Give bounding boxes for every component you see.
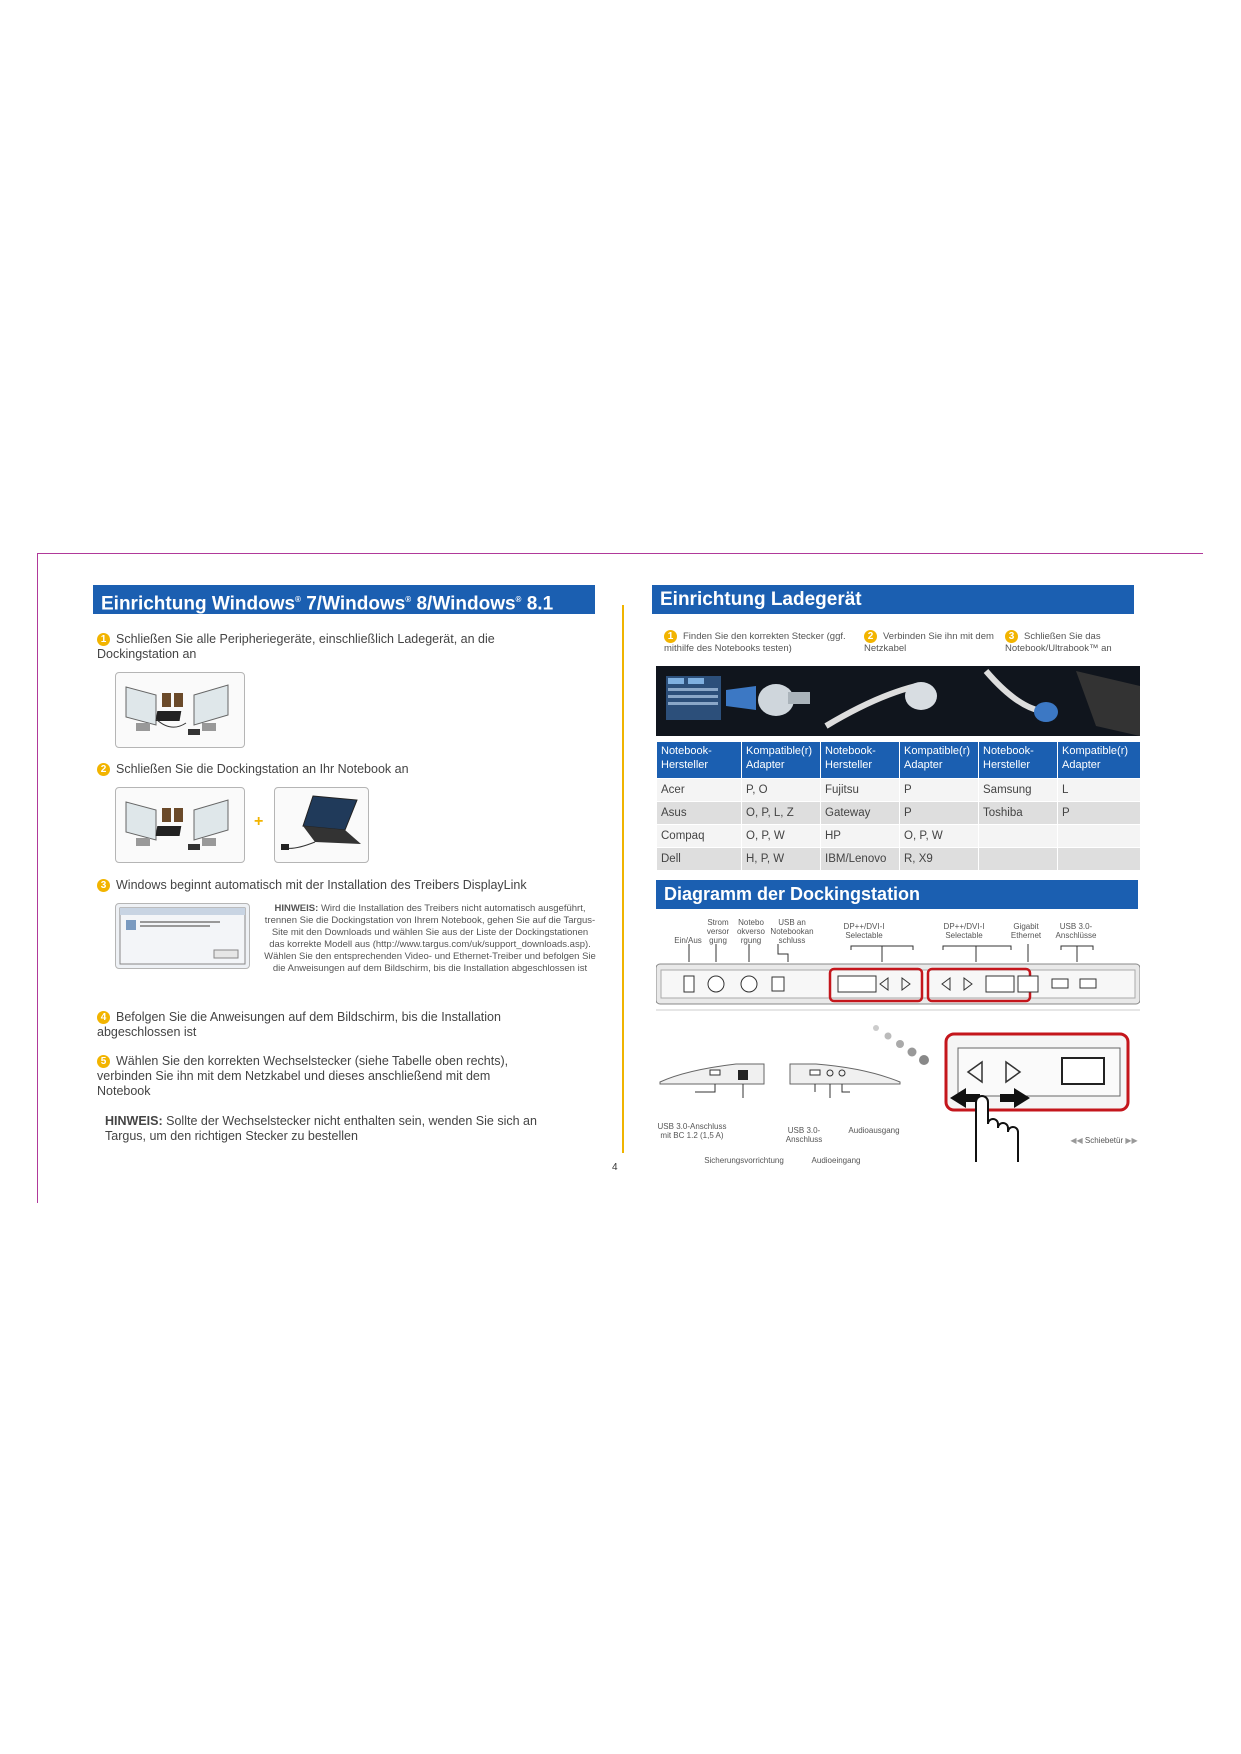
label-audio-in: Audioeingang <box>811 1156 861 1165</box>
label-dp1: DP++/DVI-I Selectable <box>843 922 885 940</box>
dialog-window-icon <box>116 904 249 968</box>
driver-install-dialog <box>115 903 250 969</box>
label-usb-bc: USB 3.0-Anschluss mit BC 1.2 (1,5 A) <box>657 1122 727 1140</box>
table-row: Asus O, P, L, Z Gateway P Toshiba P <box>657 802 1141 825</box>
step-2: 2 Schließen Sie die Dockingstation an Ihr Notebook an <box>97 762 547 777</box>
arrow-left-icon: ◀◀ <box>1070 1136 1083 1145</box>
header-manufacturer: Notebook-Hersteller <box>657 742 742 779</box>
header-manufacturer: Notebook-Hersteller <box>821 742 900 779</box>
zoom-dots <box>870 1022 950 1072</box>
page-frame-top <box>37 553 1203 554</box>
table-row: Compaq O, P, W HP O, P, W <box>657 825 1141 848</box>
page-frame-left <box>37 553 38 1203</box>
header-adapter: Kompatible(r) Adapter <box>1058 742 1141 779</box>
charger-photo-strip <box>656 666 1140 736</box>
dock-side-icon <box>656 1040 768 1100</box>
charger-setup-title: Einrichtung Ladegerät <box>652 585 1134 614</box>
column-divider <box>622 605 624 1153</box>
step-number: 3 <box>97 879 110 892</box>
notebook-illustration <box>274 787 369 863</box>
label-supply: Strom versor gung <box>706 918 730 945</box>
charger-step-2: 2 Verbinden Sie ihn mit dem Netzkabel <box>864 631 994 655</box>
monitors-icon <box>116 788 244 862</box>
step-1: 1 Schließen Sie alle Peripheriegeräte, einschließlich Ladegerät, an die Dockingstation an <box>97 632 495 661</box>
label-usb-side: USB 3.0-Anschluss <box>785 1126 823 1144</box>
dock-illustration <box>115 787 245 863</box>
step-5: 5 Wählen Sie den korrekten Wechselstecker (siehe Tabelle oben rechts), verbinden Sie ihn mit dem Netzkabel und dieses anschließend mit dem Notebook <box>97 1054 509 1098</box>
step-number: 2 <box>97 763 110 776</box>
dock-side-view-left <box>656 1040 768 1100</box>
dock-diagram-title: Diagramm der Dockingstation <box>656 880 1138 909</box>
plus-sign: + <box>254 813 264 830</box>
sliding-door-icon <box>944 1032 1130 1166</box>
plug-note: HINWEIS: Sollte der Wechselstecker nicht enthalten sein, wenden Sie sich an Targus, um den richtigen Stecker zu bestellen <box>105 1114 537 1143</box>
table-row: Dell H, P, W IBM/Lenovo R, X9 <box>657 848 1141 871</box>
arrow-right-icon: ▶▶ <box>1125 1136 1138 1145</box>
charger-step-3: 3 Schließen Sie das Notebook/Ultrabook™ an <box>1005 631 1112 655</box>
label-security: Sicherungsvorrichtung <box>704 1156 784 1165</box>
step-3: 3 Windows beginnt automatisch mit der Installation des Treibers DisplayLink <box>97 878 547 893</box>
label-notebook-supply: Notebo okverso rgung <box>736 918 765 945</box>
step-4: 4 Befolgen Sie die Anweisungen auf dem Bildschirm, bis die Installation abgeschlossen ist <box>97 1010 501 1039</box>
monitors-icon <box>116 673 244 747</box>
step-number: 5 <box>97 1055 110 1068</box>
step-number: 4 <box>97 1011 110 1024</box>
laptop-icon <box>275 788 368 862</box>
step-number: 1 <box>664 630 677 643</box>
step-number: 3 <box>1005 630 1018 643</box>
peripherals-illustration <box>115 672 245 748</box>
label-usb-notebook: USB an Notebookan schluss <box>770 918 814 945</box>
driver-note: HINWEIS: Wird die Installation des Treibers nicht automatisch ausgeführt, trennen Sie die Dockingstation von Ihrem Notebook, gehen Sie auf die Targus-Site mit den Downloads und wählen Sie aus der Liste der Dockingstationen das korrekte Modell aus (http://www.targus.com/uk/support_downloads.asp). Wählen Sie den entsprechenden Video- und Ethernet-Treiber und befolgen Sie die Anweisungen auf dem Bildschirm, bis die Installation abgeschlossen ist <box>264 903 596 974</box>
step-number: 2 <box>864 630 877 643</box>
charger-plug-photos <box>656 666 1140 736</box>
table-row: Acer P, O Fujitsu P Samsung L <box>657 779 1141 802</box>
charger-step-1: 1 Finden Sie den korrekten Stecker (ggf. mithilfe des Notebooks testen) <box>664 631 846 655</box>
label-power: Ein/Aus <box>674 936 702 945</box>
sliding-door-zoom <box>944 1032 1130 1166</box>
step-number: 1 <box>97 633 110 646</box>
header-manufacturer: Notebook-Hersteller <box>979 742 1058 779</box>
header-adapter: Kompatible(r) Adapter <box>742 742 821 779</box>
label-gigabit: Gigabit Ethernet <box>1010 922 1042 940</box>
label-dp2: DP++/DVI-I Selectable <box>943 922 985 940</box>
page-number: 4 <box>612 1162 618 1173</box>
label-audio-out: Audioausgang <box>848 1126 900 1135</box>
label-usb-ports: USB 3.0-Anschlüsse <box>1055 922 1097 940</box>
adapter-table <box>656 741 1141 871</box>
dock-rear-panel <box>656 944 1140 1020</box>
dock-rear-icon <box>656 944 1140 1020</box>
header-adapter: Kompatible(r) Adapter <box>900 742 979 779</box>
windows-setup-title: Einrichtung Windows® 7/Windows® 8/Windows® 8.1 <box>93 585 595 614</box>
label-slider: ◀◀ Schiebetür ▶▶ <box>1070 1136 1138 1145</box>
